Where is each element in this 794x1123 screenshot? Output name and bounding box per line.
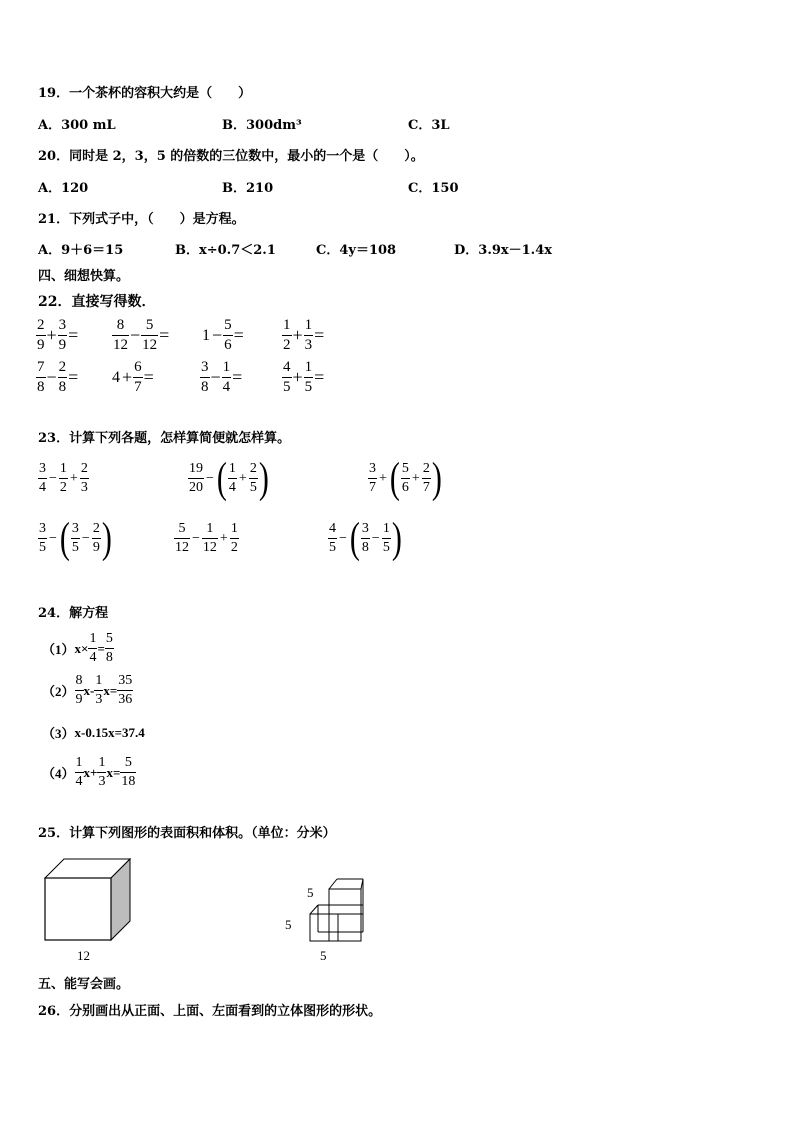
- cube-figure: [44, 858, 136, 944]
- q26-stem: 26．分别画出从正面、上面、左面看到的立体图形的形状。: [38, 1004, 382, 1019]
- q22-expr-4: 1 2 + $\frac{1}{3}$ =: [283, 317, 325, 353]
- q22-stem: 22．直接写得数．: [38, 294, 156, 310]
- composite-label-left: 5: [285, 917, 292, 932]
- q21-option-a: A．9＋6＝15: [38, 243, 124, 258]
- q22-expr-2: 8 12 − $\frac{5}{12}$ =: [113, 317, 170, 353]
- q22-expr-8: 4 5 + $\frac{1}{5}$ =: [283, 359, 325, 395]
- cube-edge-label: 12: [77, 948, 90, 963]
- section-5-heading: 五、能写会画。: [38, 977, 130, 992]
- q20-option-c: C．150: [408, 181, 459, 196]
- cube-front-face: [45, 878, 111, 940]
- q20-option-a: A．120: [38, 181, 89, 196]
- q24-eq-3: （3） x-0.15x=37.4: [42, 724, 145, 741]
- q19-option-a: A．300 mL: [38, 118, 116, 133]
- q19-stem: 19．一个茶杯的容积大约是（ ）: [38, 86, 252, 101]
- q24-eq-2: （2） 8 9 x- 1 3 x= $\frac{35}{36}$: [42, 673, 133, 707]
- q23-stem: 23．计算下列各题，怎样算简便就怎样算。: [38, 431, 291, 446]
- q21-option-b: B．x÷0.7＜2.1: [175, 243, 276, 258]
- composite-label-bottom: 5: [320, 948, 327, 963]
- q19-option-c: C．3L: [408, 118, 450, 133]
- q24-eq-1: （1） x× $\frac{1}{4}$ = $\frac{5}{8}$: [42, 631, 113, 665]
- q22-expr-1: 2 9 + $\frac{3}{9}$ =: [37, 317, 79, 353]
- q21-stem: 21．下列式子中，（ ）是方程。: [38, 212, 245, 227]
- q19-option-b: B．300dm³: [222, 118, 302, 133]
- q24-stem: 24．解方程: [38, 606, 109, 621]
- q20-stem: 20．同时是 2，3，5 的倍数的三位数中，最小的一个是（ ）。: [38, 149, 424, 164]
- q23-expr-2: 19 20 − ( 1 4 + $\frac{2}{5}$ ): [189, 453, 269, 502]
- section-4-heading: 四、细想快算。: [38, 269, 130, 284]
- tall-prism-front: [329, 889, 361, 941]
- q23-expr-1: 3 4 − $\frac{1}{2}$ + $\frac{2}{3}$: [39, 461, 88, 495]
- q21-option-c: C．4y＝108: [316, 243, 397, 258]
- q23-expr-3: 3 7 + ( 5 6 + $\frac{2}{7}$ ): [369, 453, 442, 502]
- q24-eq-4: （4） 1 4 x+ $\frac{1}{3}$ x= $\frac{5}{18}$: [42, 755, 136, 789]
- q22-expr-6: 4 + $\frac{6}{7}$ =: [112, 359, 154, 395]
- q22-expr-5: 7 8 − $\frac{2}{8}$ =: [37, 359, 79, 395]
- composite-label-top: 5: [307, 885, 314, 900]
- q25-stem: 25．计算下列图形的表面积和体积。（单位：分米）: [38, 826, 336, 841]
- small-cube-front: [310, 914, 338, 941]
- q21-option-d: D．3.9x－1.4x: [454, 243, 553, 258]
- q23-expr-5: 5 12 − $\frac{1}{12}$ + $\frac{1}{2}$: [175, 521, 238, 555]
- q23-expr-4: 3 5 − ( 3 5 − $\frac{2}{9}$ ): [39, 513, 112, 562]
- q22-expr-7: 3 8 − $\frac{1}{4}$ =: [201, 359, 243, 395]
- q20-option-b: B．210: [222, 181, 274, 196]
- q22-expr-3: 1 − $\frac{5}{6}$ =: [202, 317, 244, 353]
- q23-expr-6: 4 5 − ( 3 8 − $\frac{1}{5}$ ): [329, 513, 402, 562]
